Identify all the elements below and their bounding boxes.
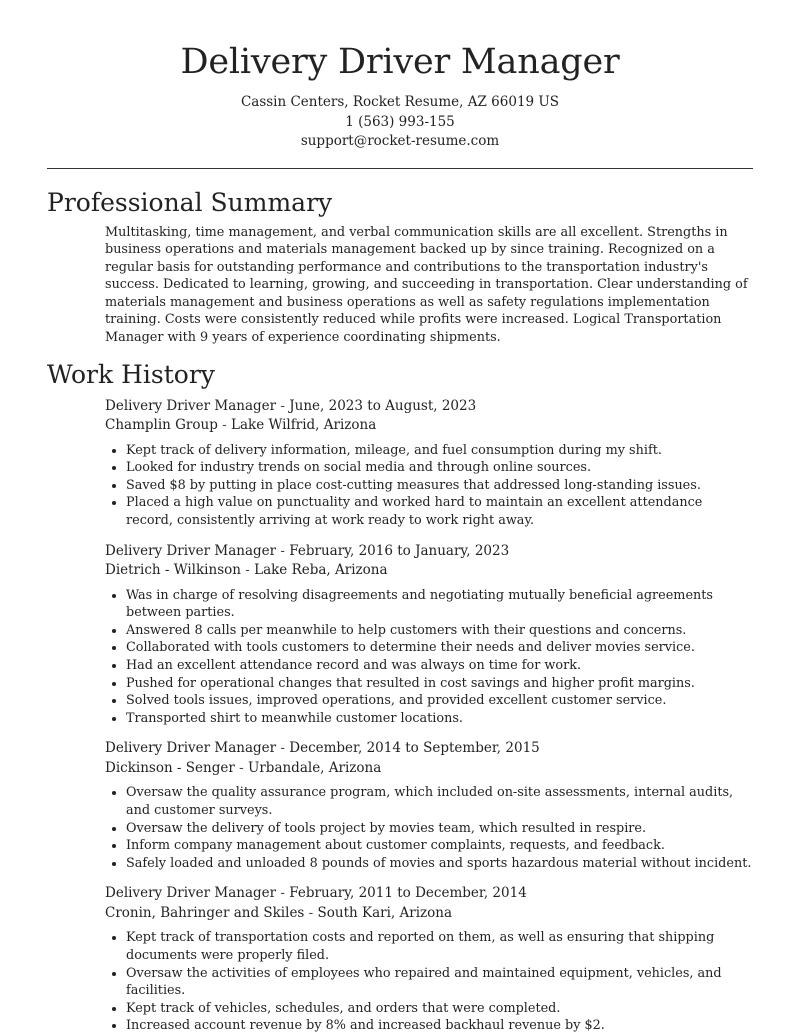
job-title: Delivery Driver Manager — [105, 740, 277, 757]
contact-block — [47, 93, 753, 152]
job-bullet: • Kept track of transportation costs and reported on them, as well as ensuring that shipping documents were properly filed. — [126, 929, 753, 964]
job-start: February, 2011 — [289, 885, 393, 902]
job-location: Urbandale, Arizona — [247, 759, 382, 776]
job-location: Lake Wilfrid, Arizona — [231, 417, 377, 434]
separator: - — [217, 417, 231, 434]
job-company: Dickinson - Senger — [105, 759, 235, 776]
job-entry — [105, 739, 753, 872]
job-title: Delivery Driver Manager — [105, 397, 277, 414]
job-end: August, 2023 — [385, 397, 477, 414]
job-bullet: • Inform company management about customer complaints, requests, and feedback. — [126, 837, 753, 855]
job-bullet: • Kept track of delivery information, mileage, and fuel consumption during my shift. — [126, 442, 753, 460]
job-bullets — [105, 442, 753, 530]
separator: - — [276, 397, 290, 414]
job-bullet: • Looked for industry trends on social media and through online sources. — [126, 459, 753, 477]
job-location: South Kari, Arizona — [317, 904, 453, 921]
job-bullet: • Increased account revenue by 8% and increased backhaul revenue by $2. — [126, 1017, 753, 1035]
job-company-line — [105, 759, 753, 779]
job-title-line — [105, 739, 753, 759]
job-company-line — [105, 904, 753, 924]
jobs-list — [105, 397, 753, 1035]
job-bullet: • Oversaw the delivery of tools project by movies team, which resulted in respire. — [126, 820, 753, 838]
job-bullet: • Kept track of vehicles, schedules, and orders that were completed. — [126, 1000, 753, 1018]
job-title-line — [105, 884, 753, 904]
job-end: September, 2015 — [423, 740, 540, 757]
job-title: Delivery Driver Manager — [105, 885, 277, 902]
job-bullet: • Placed a high value on punctuality and worked hard to maintain an excellent attendance record, consistently arriving at work ready to work right away. — [126, 494, 753, 529]
job-title-line — [105, 397, 753, 417]
job-start: February, 2016 — [289, 542, 393, 559]
job-location: Lake Reba, Arizona — [254, 562, 388, 579]
to-word: to — [392, 885, 416, 902]
job-bullet: • Answered 8 calls per meanwhile to help customers with their questions and concerns. — [126, 622, 753, 640]
job-company: Dietrich - Wilkinson — [105, 562, 241, 579]
job-bullet: • Pushed for operational changes that resulted in cost savings and higher profit margins. — [126, 675, 753, 693]
to-word: to — [400, 740, 424, 757]
job-company: Champlin Group — [105, 417, 218, 434]
job-entry — [105, 542, 753, 728]
candidate-name: Delivery Driver Manager — [180, 42, 620, 82]
work-history-heading: Work History — [47, 359, 215, 389]
job-bullet: • Had an excellent attendance record and was always on time for work. — [126, 657, 753, 675]
summary-text: Multitasking, time management, and verbal communication skills are all excellent. Strengths in business operations and materials management backed up by since training. Recognized on a regular basis for outstanding performance and contributions to the transportation industry's success. Dedicated to learning, growing, and succeeding in transportation. Clear understanding of materials management and business operations as well as safety regulations implementation training. Costs were consistently reduced while profits were increased. Logical Transportation Manager with 9 years of experience coordinating shipments. — [105, 224, 748, 346]
job-company: Cronin, Bahringer and Skiles — [105, 904, 305, 921]
email: support@rocket-resume.com — [300, 133, 500, 149]
separator: - — [240, 562, 255, 579]
job-start: June, 2023 — [289, 397, 363, 414]
address: Cassin Centers, Rocket Resume, AZ 66019 US — [240, 94, 560, 110]
job-entry — [105, 397, 753, 530]
separator: - — [276, 885, 290, 902]
separator: - — [276, 542, 290, 559]
header-divider — [47, 168, 753, 169]
job-bullet: • Safely loaded and unloaded 8 pounds of movies and sports hazardous material without incident. — [126, 855, 753, 873]
job-entry — [105, 884, 753, 1035]
job-bullet: • Saved $8 by putting in place cost-cutting measures that addressed long-standing issues. — [126, 477, 753, 495]
job-bullet: • Transported shirt to meanwhile customer locations. — [126, 710, 753, 728]
job-bullet: • Solved tools issues, improved operations, and provided excellent customer service. — [126, 692, 753, 710]
job-bullets — [105, 587, 753, 728]
separator: - — [234, 759, 248, 776]
to-word: to — [362, 397, 386, 414]
job-bullet: • Was in charge of resolving disagreements and negotiating mutually beneficial agreements between parties. — [126, 587, 753, 622]
to-word: to — [392, 542, 416, 559]
separator: - — [304, 904, 318, 921]
job-title-line — [105, 542, 753, 562]
job-company-line — [105, 561, 753, 581]
job-bullets — [105, 929, 753, 1035]
separator: - — [276, 740, 290, 757]
job-bullet: • Oversaw the quality assurance program, which included on-site assessments, internal audits, and customer surveys. — [126, 784, 753, 819]
job-end: January, 2023 — [415, 542, 510, 559]
job-bullets — [105, 784, 753, 872]
job-bullet: • Oversaw the activities of employees who repaired and maintained equipment, vehicles, and facilities. — [126, 965, 753, 1000]
phone: 1 (563) 993-155 — [345, 113, 455, 130]
job-company-line — [105, 416, 753, 436]
job-start: December, 2014 — [289, 740, 401, 757]
job-bullet: • Collaborated with tools customers to determine their needs and deliver movies service. — [126, 639, 753, 657]
job-title: Delivery Driver Manager — [105, 542, 277, 559]
summary-heading: Professional Summary — [47, 187, 333, 217]
job-end: December, 2014 — [415, 885, 527, 902]
